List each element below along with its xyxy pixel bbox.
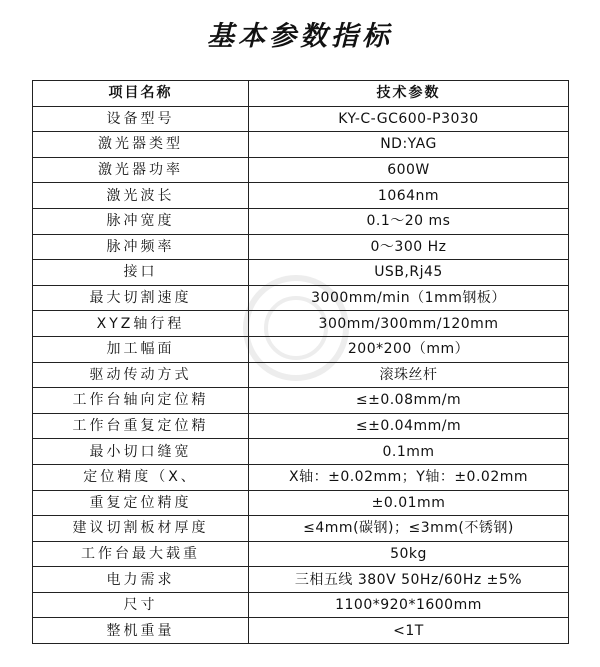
table-row [33, 516, 569, 542]
param-value: ND:YAG [249, 132, 569, 158]
param-name: 尺寸 [33, 592, 249, 618]
param-name: 整机重量 [33, 618, 249, 644]
param-name: XYZ轴行程 [33, 311, 249, 337]
table-row [33, 464, 569, 490]
table-row [33, 260, 569, 286]
param-name: 驱动传动方式 [33, 362, 249, 388]
spec-table-body [33, 106, 569, 643]
param-name: 设备型号 [33, 106, 249, 132]
table-row [33, 285, 569, 311]
param-value: 50kg [249, 541, 569, 567]
param-name: 工作台最大载重 [33, 541, 249, 567]
table-row [33, 439, 569, 465]
param-value: 滚珠丝杆 [249, 362, 569, 388]
table-row [33, 311, 569, 337]
param-name: 脉冲宽度 [33, 208, 249, 234]
param-value: ≤±0.04mm/m [249, 413, 569, 439]
param-name: 激光器功率 [33, 157, 249, 183]
table-row [33, 132, 569, 158]
param-name: 建议切割板材厚度 [33, 516, 249, 542]
param-value: <1T [249, 618, 569, 644]
param-value: X轴：±0.02mm；Y轴：±0.02mm [249, 464, 569, 490]
param-name: 定位精度（X、 [33, 464, 249, 490]
header-tech-params: 技术参数 [249, 81, 569, 107]
param-name: 电力需求 [33, 567, 249, 593]
param-name: 激光器类型 [33, 132, 249, 158]
table-header-row [33, 81, 569, 107]
table-row [33, 183, 569, 209]
param-value: 200*200（mm） [249, 336, 569, 362]
table-row [33, 234, 569, 260]
param-value: 3000mm/min（1mm钢板） [249, 285, 569, 311]
param-value: USB,Rj45 [249, 260, 569, 286]
param-value: KY-C-GC600-P3030 [249, 106, 569, 132]
param-name: 脉冲频率 [33, 234, 249, 260]
param-name: 最大切割速度 [33, 285, 249, 311]
param-name: 工作台重复定位精 [33, 413, 249, 439]
param-name: 工作台轴向定位精 [33, 388, 249, 414]
spec-table [32, 80, 569, 644]
page-title: 基本参数指标 [207, 21, 393, 52]
param-value: 0～300 Hz [249, 234, 569, 260]
table-row [33, 157, 569, 183]
param-value: 0.1mm [249, 439, 569, 465]
param-value: 三相五线 380V 50Hz/60Hz ±5% [249, 567, 569, 593]
table-row [33, 388, 569, 414]
table-row [33, 413, 569, 439]
param-value: ±0.01mm [249, 490, 569, 516]
table-row [33, 106, 569, 132]
table-row [33, 567, 569, 593]
param-name: 激光波长 [33, 183, 249, 209]
param-value: 1064nm [249, 183, 569, 209]
table-row [33, 208, 569, 234]
table-row [33, 541, 569, 567]
table-row [33, 490, 569, 516]
param-name: 加工幅面 [33, 336, 249, 362]
param-value: 600W [249, 157, 569, 183]
param-value: 300mm/300mm/120mm [249, 311, 569, 337]
table-row [33, 592, 569, 618]
table-row [33, 618, 569, 644]
param-value: ≤4mm(碳钢)；≤3mm(不锈钢) [249, 516, 569, 542]
param-name: 最小切口缝宽 [33, 439, 249, 465]
param-value: 1100*920*1600mm [249, 592, 569, 618]
param-value: 0.1～20 ms [249, 208, 569, 234]
table-row [33, 336, 569, 362]
param-name: 接口 [33, 260, 249, 286]
header-item-name: 项目名称 [33, 81, 249, 107]
param-name: 重复定位精度 [33, 490, 249, 516]
param-value: ≤±0.08mm/m [249, 388, 569, 414]
table-row [33, 362, 569, 388]
